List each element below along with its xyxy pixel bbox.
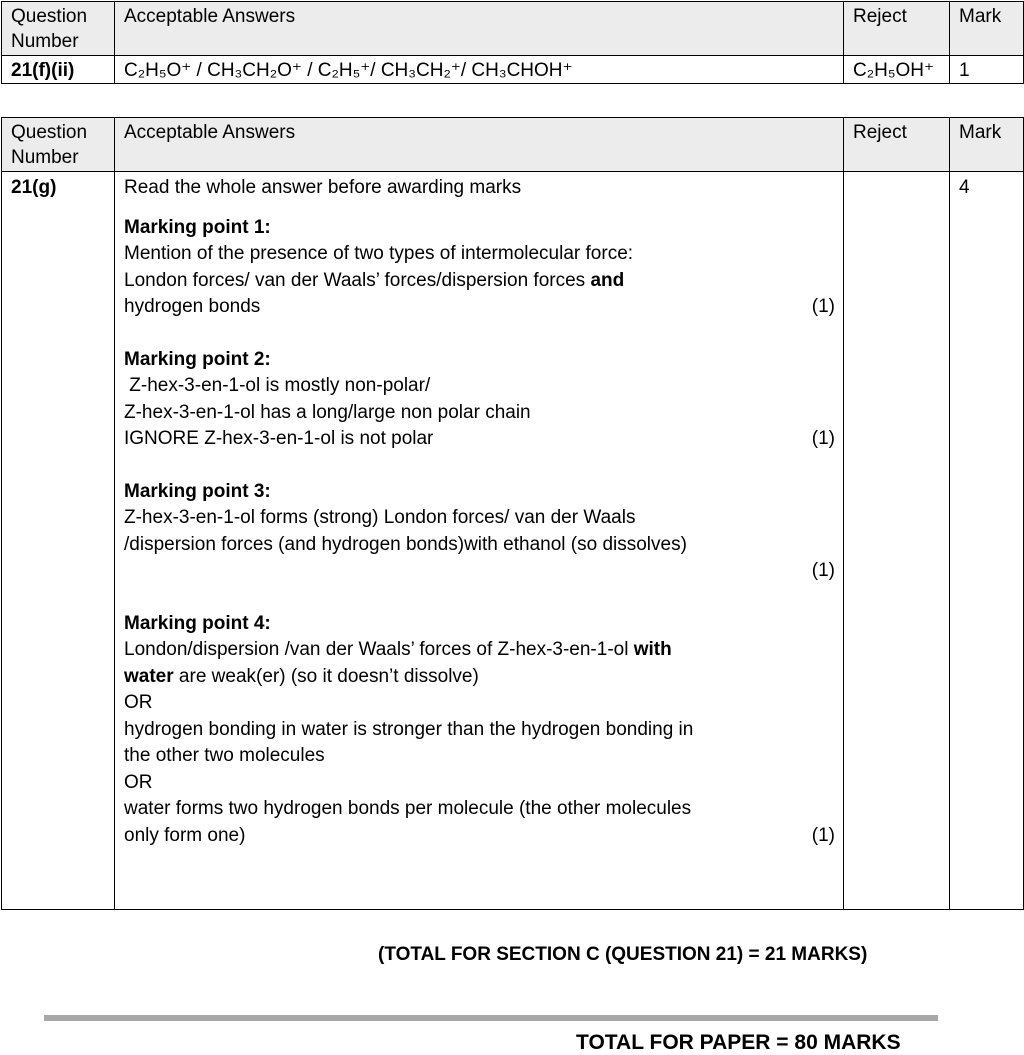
mp4-line: hydrogen bonding in water is stronger than the hydrogen bonding in bbox=[124, 718, 694, 740]
reject-answer bbox=[844, 172, 950, 910]
mp4-line bbox=[124, 823, 835, 850]
mp4-line bbox=[124, 637, 835, 664]
total-for-paper: TOTAL FOR PAPER = 80 MARKS bbox=[576, 1031, 901, 1054]
mp4-text: only form one) bbox=[124, 824, 246, 846]
question-number: 21(g) bbox=[2, 172, 115, 910]
header-acceptable-answers: Acceptable Answers bbox=[115, 118, 844, 172]
mp4-text: London/dispersion /van der Waals’ forces of Z-hex-3-en-1-ol bbox=[124, 639, 634, 660]
mark-scheme-table-21f bbox=[1, 1, 1024, 84]
header-mark: Mark bbox=[950, 118, 1024, 172]
mp2-line bbox=[124, 426, 835, 453]
mp2-text: IGNORE Z-hex-3-en-1-ol is not polar bbox=[124, 428, 434, 449]
mp2-line: Z-hex-3-en-1-ol has a long/large non polar chain bbox=[124, 401, 531, 423]
acceptable-answers: C₂H₅O⁺ / CH₃CH₂O⁺ / C₂H₅⁺/ CH₃CH₂⁺/ CH₃CHOH⁺ bbox=[115, 56, 844, 84]
header-reject: Reject bbox=[844, 2, 950, 56]
mark-one: (1) bbox=[811, 560, 835, 581]
header-acceptable-answers: Acceptable Answers bbox=[115, 2, 844, 56]
reject-answer: C₂H₅OH⁺ bbox=[844, 56, 950, 84]
divider bbox=[44, 1015, 938, 1021]
mark-value: 1 bbox=[950, 56, 1024, 84]
mp1-line bbox=[124, 268, 835, 295]
mark-one: (1) bbox=[811, 428, 835, 449]
marking-point-3-title: Marking point 3: bbox=[124, 480, 271, 502]
mp1-line bbox=[124, 294, 835, 321]
or-text: OR bbox=[124, 692, 153, 713]
mp1-and: and bbox=[590, 269, 625, 291]
acceptable-answers bbox=[115, 172, 844, 910]
header-question-number: Question Number bbox=[2, 118, 115, 172]
mp4-line: water forms two hydrogen bonds per molecule (the other molecules bbox=[124, 798, 692, 819]
intro-text: Read the whole answer before awarding marks bbox=[124, 177, 522, 198]
mp4-water: water bbox=[124, 665, 174, 687]
header-reject: Reject bbox=[844, 118, 950, 172]
mp4-line bbox=[124, 664, 835, 691]
marking-point-2-title: Marking point 2: bbox=[124, 348, 271, 370]
mp2-line: Z-hex-3-en-1-ol is mostly non-polar/ bbox=[124, 375, 431, 396]
mark-one: (1) bbox=[811, 296, 835, 317]
mp4-with: with bbox=[633, 639, 672, 660]
table-row bbox=[2, 56, 1024, 84]
mark-one: (1) bbox=[811, 824, 835, 846]
header-row bbox=[2, 118, 1024, 172]
marking-point-1-title: Marking point 1: bbox=[124, 216, 271, 238]
mp4-text: are weak(er) (so it doesn’t dissolve) bbox=[173, 665, 479, 687]
header-row bbox=[2, 2, 1024, 56]
mp4-line: the other two molecules bbox=[124, 745, 325, 766]
mp3-line: /dispersion forces (and hydrogen bonds)with ethanol (so dissolves) bbox=[124, 533, 687, 555]
total-for-section: (TOTAL FOR SECTION C (QUESTION 21) = 21 MARKS) bbox=[378, 944, 868, 965]
mp1-text: London forces/ van der Waals’ forces/dispersion forces bbox=[124, 269, 591, 291]
mark-value: 4 bbox=[950, 172, 1024, 910]
mark-scheme-table-21g bbox=[1, 117, 1024, 910]
question-number: 21(f)(ii) bbox=[2, 56, 115, 84]
or-text: OR bbox=[124, 771, 153, 793]
mp3-line: Z-hex-3-en-1-ol forms (strong) London forces/ van der Waals bbox=[124, 507, 636, 528]
mp1-text: hydrogen bonds bbox=[124, 296, 261, 317]
mp1-line: Mention of the presence of two types of intermolecular force: bbox=[124, 243, 634, 264]
header-mark: Mark bbox=[950, 2, 1024, 56]
marking-point-4-title: Marking point 4: bbox=[124, 612, 271, 634]
header-question-number: Question Number bbox=[2, 2, 115, 56]
table-row bbox=[2, 172, 1024, 910]
